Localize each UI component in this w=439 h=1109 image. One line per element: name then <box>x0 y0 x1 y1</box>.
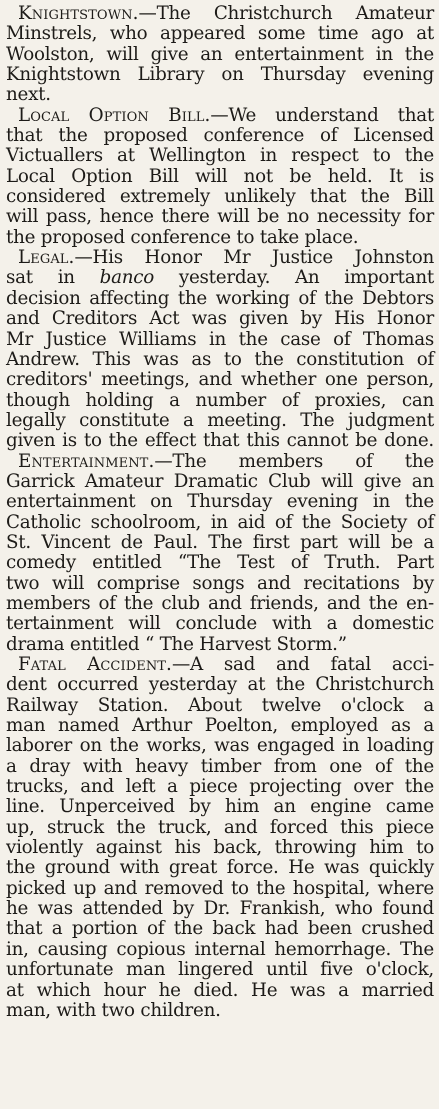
article-legal <box>6 248 434 451</box>
article-line: he was attended by Dr. Frankish, who found <box>6 898 434 920</box>
article-line: at which hour he died. He was a married <box>6 979 434 1001</box>
article-line: drama entitled “ The Harvest Storm.” <box>6 633 347 655</box>
article-line: considered extremely unlikely that the Bill <box>6 186 434 208</box>
article-heading: Local Option Bill. <box>18 104 211 126</box>
article-line: man named Arthur Poelton, employed as a <box>6 715 434 737</box>
article-line <box>6 452 434 472</box>
article-line: picked up and removed to the hospital, where <box>6 877 434 899</box>
article-line: in, causing copious internal hemorrhage. The <box>6 938 434 960</box>
article-line: will pass, hence there will be no necessity for <box>6 206 434 228</box>
article-entertainment <box>6 452 434 655</box>
article-line: Mr Justice Williams in the case of Thomas <box>6 328 434 350</box>
article-line: creditors' meetings, and whether one person, <box>6 369 434 391</box>
article-line: man, with two children. <box>6 999 221 1021</box>
article-line: Andrew. This was as to the constitution of <box>6 348 434 370</box>
article-line: up, struck the truck, and forced this piece <box>6 816 434 838</box>
article-line: comedy entitled “The Test of Truth. Part <box>6 552 434 574</box>
article-line: members of the club and friends, and the en- <box>6 592 434 614</box>
article-line: Knightstown Library on Thursday evening <box>6 64 434 86</box>
article-text: sat in <box>6 267 75 289</box>
article-text: —The members of the <box>154 450 434 472</box>
article-line: and Creditors Act was given by His Honor <box>6 308 434 330</box>
article-line: that the proposed conference of Licensed <box>6 125 434 147</box>
article-text: —His Honor Mr Justice Johnston <box>74 247 434 269</box>
article-knightstown <box>6 4 434 106</box>
article-line: Minstrels, who appeared some time ago at <box>6 23 434 45</box>
newspaper-column <box>6 4 434 1021</box>
article-line: trucks, and left a piece projecting over the <box>6 776 434 798</box>
article-heading: Legal. <box>18 247 75 269</box>
article-line <box>6 248 434 268</box>
article-text: yesterday. An important <box>178 267 435 289</box>
article-line: legally constitute a meeting. The judgment <box>6 409 434 431</box>
article-line <box>6 4 434 24</box>
article-line: line. Unperceived by him an engine came <box>6 796 434 818</box>
article-line: tertainment will conclude with a domestic <box>6 613 434 635</box>
article-line: decision affecting the working of the Debtors <box>6 287 434 309</box>
article-line: given is to the effect that this cannot be done. <box>6 430 434 452</box>
article-line: next. <box>6 84 51 106</box>
article-line <box>6 106 434 126</box>
article-text: —The Christchurch Amateur <box>138 3 434 24</box>
article-line: the ground with great force. He was quickly <box>6 857 434 879</box>
article-line: Victuallers at Wellington in respect to the <box>6 145 434 167</box>
article-line: that a portion of the back had been crushed <box>6 918 434 940</box>
article-line: laborer on the works, was engaged in loading <box>6 735 434 757</box>
article-line: unfortunate man lingered until five o'clock, <box>6 959 434 981</box>
article-line: St. Vincent de Paul. The first part will be a <box>6 531 434 553</box>
article-line: though holding a number of proxies, can <box>6 389 434 411</box>
article-italic-text: banco <box>99 267 155 289</box>
article-line <box>6 268 434 288</box>
article-line: dent occurred yesterday at the Christchurch <box>6 674 434 696</box>
article-line: Garrick Amateur Dramatic Club will give an <box>6 470 434 492</box>
article-line: a dray with heavy timber from one of the <box>6 755 434 777</box>
article-line: two will comprise songs and recitations by <box>6 572 434 594</box>
article-line: Local Option Bill will not be held. It is <box>6 165 434 187</box>
article-heading: Knightstown. <box>18 3 139 24</box>
article-text: —A sad and fatal acci- <box>171 654 435 675</box>
article-heading: Fatal Accident. <box>18 654 172 675</box>
article-line: violently against his back, throwing him to <box>6 837 434 859</box>
article-line: entertainment on Thursday evening in the <box>6 491 434 513</box>
article-heading: Entertainment. <box>18 450 155 472</box>
article-line: Woolston, will give an entertainment in the <box>6 43 434 65</box>
article-text: —We understand that <box>210 104 434 126</box>
article-line: Railway Station. About twelve o'clock a <box>6 694 434 716</box>
article-line <box>6 655 434 675</box>
article-fatal-accident <box>6 655 434 1021</box>
article-line: the proposed conference to take place. <box>6 226 359 248</box>
article-line: Catholic schoolroom, in aid of the Society of <box>6 511 434 533</box>
article-local-option-bill <box>6 106 434 248</box>
